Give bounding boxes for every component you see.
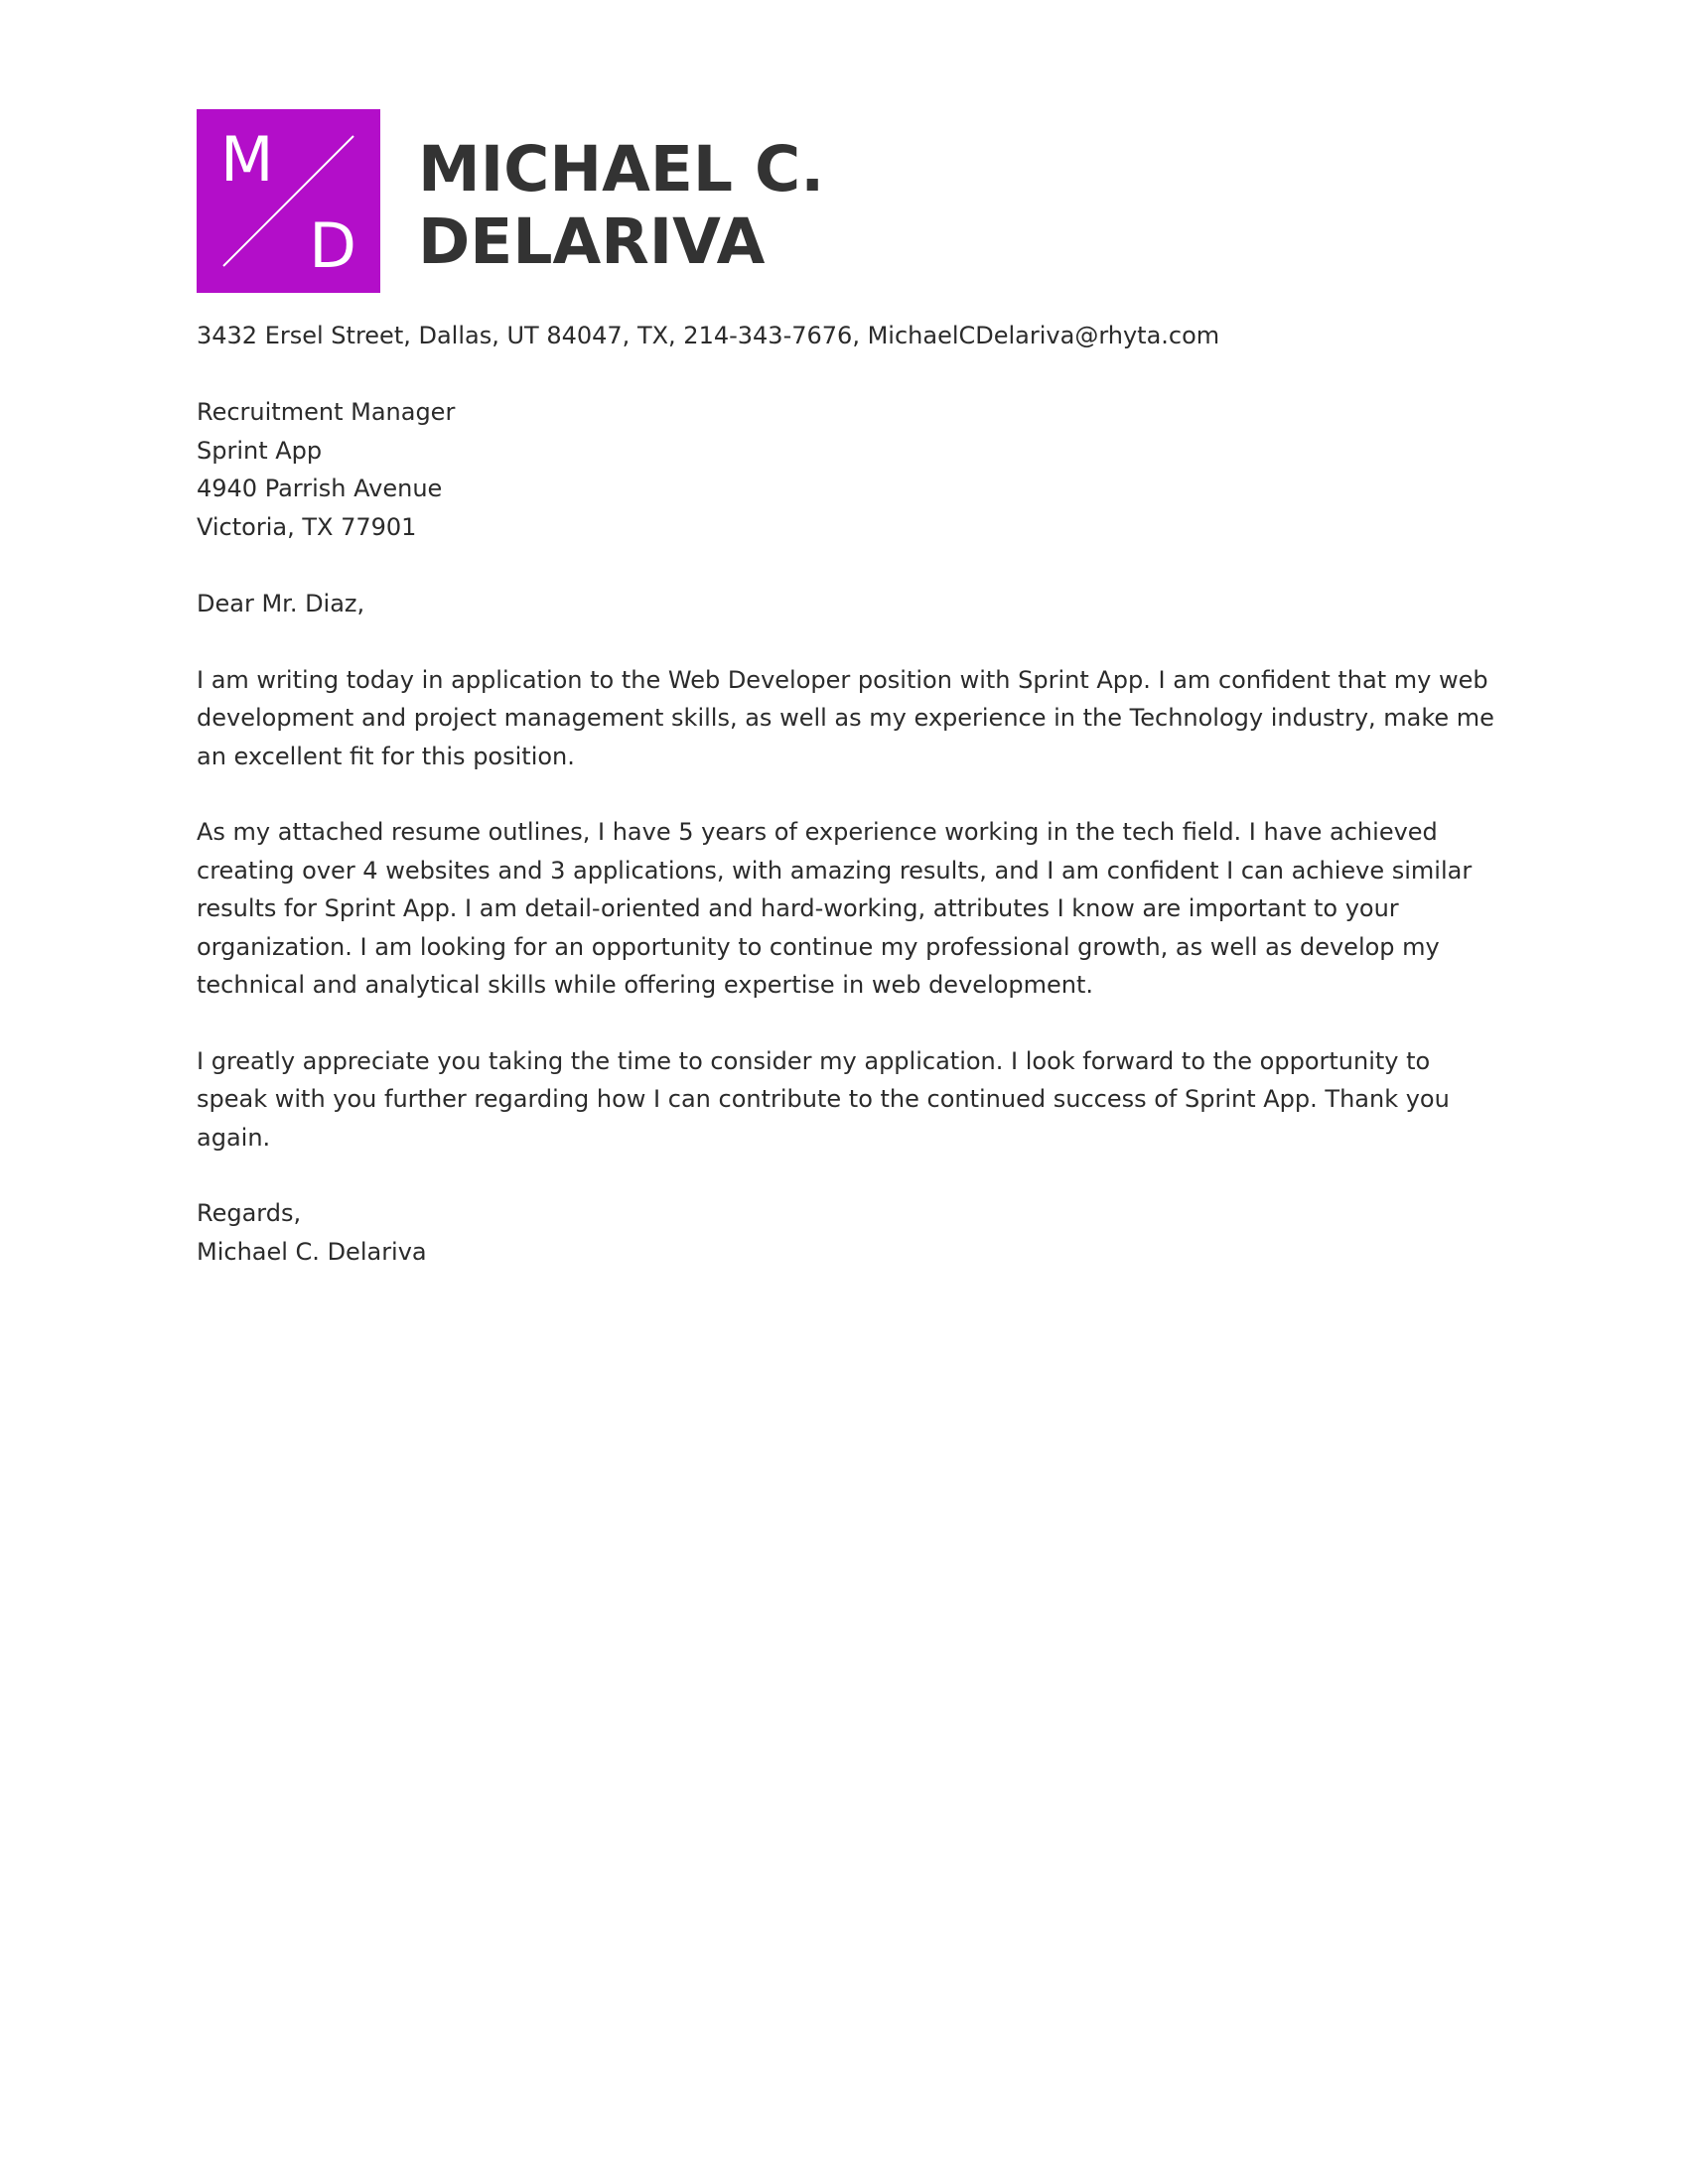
body-paragraph-1: I am writing today in application to the Web Developer position with Sprint App. I am confident that my web development and project management skills, as well as my experience in the Technology industry, make me an excellent fit for this position. — [197, 665, 1494, 770]
monogram-letter-second: D — [309, 209, 356, 282]
monogram-letter-first: M — [220, 123, 274, 196]
contact-line: 3432 Ersel Street, Dallas, UT 84047, TX, 214-343-7676, MichaelCDelariva@rhyta.com — [197, 322, 1220, 349]
monogram-logo — [197, 109, 380, 293]
signature-name: Michael C. Delariva — [197, 1237, 427, 1266]
recipient-street: 4940 Parrish Avenue — [197, 475, 443, 502]
letter-header — [197, 109, 1507, 293]
applicant-name — [418, 133, 824, 278]
recipient-company: Sprint App — [197, 436, 323, 465]
cover-letter-page — [197, 109, 1507, 1271]
applicant-name-line-1: MICHAEL C. — [418, 132, 825, 205]
recipient-address — [197, 393, 1507, 546]
closing: Regards, — [197, 1199, 302, 1227]
applicant-name-line-2: DELARIVA — [418, 205, 766, 278]
signoff — [197, 1194, 1507, 1271]
recipient-city: Victoria, TX 77901 — [197, 512, 417, 541]
body-paragraph-2: As my attached resume outlines, I have 5 years of experience working in the tech field. I have achieved creating over 4 websites and 3 applications, with amazing results, and I am confident I can achieve similar results for Sprint App. I am detail-oriented and hard-working, attributes I know are important to your organization. I am looking for an opportunity to continue my professional growth, as well as develop my technical and analytical skills while offering expertise in web development. — [197, 818, 1473, 999]
body-paragraph-3: I greatly appreciate you taking the time to consider my application. I look forward to the opportunity to speak with you further regarding how I can contribute to the continued success of Sprint App. Thank you again. — [197, 1046, 1450, 1152]
salutation: Dear Mr. Diaz, — [197, 590, 365, 617]
recipient-title: Recruitment Manager — [197, 398, 456, 426]
